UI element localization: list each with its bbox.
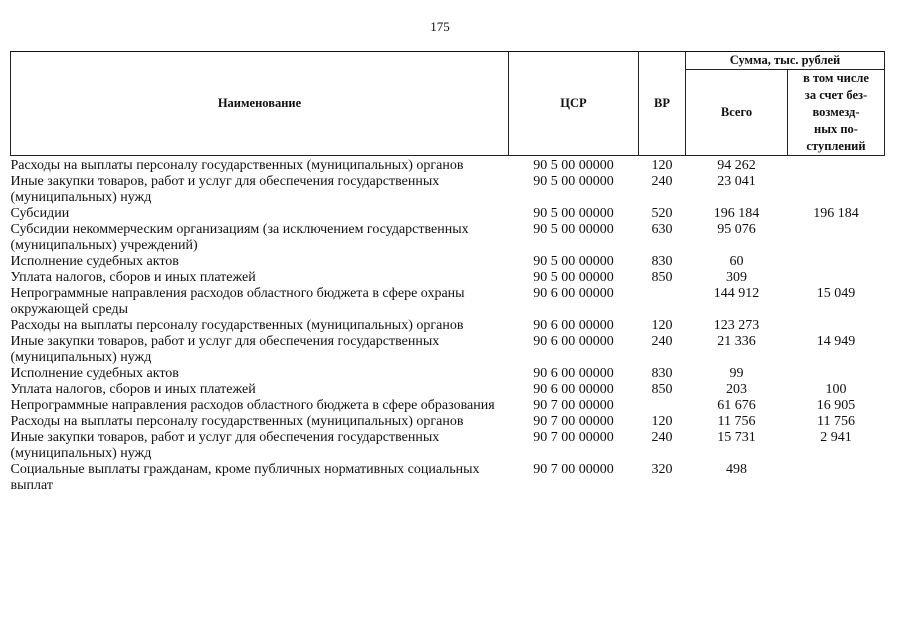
row-vr: 120 <box>651 317 673 333</box>
row-code: 90 6 00 00000 <box>533 381 614 397</box>
row-total: 95 076 <box>717 221 756 237</box>
row-vr: 520 <box>651 205 673 221</box>
row-free-receipts <box>788 366 885 382</box>
table-row <box>11 462 885 494</box>
row-free-receipts: 100 <box>825 381 847 397</box>
row-vr: 120 <box>651 157 673 173</box>
row-free-receipts <box>788 318 885 334</box>
row-name: Исполнение судебных актов <box>10 365 179 381</box>
row-total: 203 <box>726 381 747 397</box>
row-total: 60 <box>729 253 744 269</box>
row-free-receipts <box>788 270 885 286</box>
budget-table <box>10 51 885 494</box>
row-vr: 830 <box>651 253 673 269</box>
row-total: 94 262 <box>717 157 756 173</box>
table-row <box>11 430 885 462</box>
row-code: 90 7 00 00000 <box>533 429 614 445</box>
row-free-receipts: 196 184 <box>813 205 859 221</box>
row-code: 90 5 00 00000 <box>533 221 614 237</box>
row-free-receipts: 14 949 <box>816 333 856 349</box>
row-name: Социальные выплаты гражданам, кроме публичных нормативных социальных выплат <box>10 461 480 493</box>
row-code: 90 5 00 00000 <box>533 253 614 269</box>
row-total: 196 184 <box>713 205 760 221</box>
row-vr: 850 <box>651 269 673 285</box>
row-name: Непрограммные направления расходов областного бюджета в сфере охраны окружающей среды <box>10 285 465 317</box>
table-row <box>11 382 885 398</box>
row-total: 309 <box>726 269 747 285</box>
row-name: Уплата налогов, сборов и иных платежей <box>10 269 256 285</box>
column-header-total: Всего <box>686 70 788 156</box>
row-name: Непрограммные направления расходов областного бюджета в сфере образования <box>10 397 495 413</box>
table-row <box>11 222 885 254</box>
row-total: 15 731 <box>717 429 756 445</box>
row-total: 123 273 <box>713 317 760 333</box>
page-number: 175 <box>430 19 450 34</box>
table-row <box>11 254 885 270</box>
row-code: 90 5 00 00000 <box>533 157 614 173</box>
table-row <box>11 334 885 366</box>
row-code: 90 5 00 00000 <box>533 269 614 285</box>
row-total: 21 336 <box>717 333 756 349</box>
row-code: 90 6 00 00000 <box>533 285 614 301</box>
row-total: 11 756 <box>717 413 756 429</box>
row-vr <box>639 398 686 414</box>
row-name: Иные закупки товаров, работ и услуг для обеспечения государственных (муниципальных) нужд <box>10 333 440 365</box>
row-code: 90 6 00 00000 <box>533 317 614 333</box>
row-free-receipts <box>788 254 885 270</box>
row-vr: 320 <box>651 461 673 477</box>
table-row <box>11 174 885 206</box>
free-receipts-line: возмезд- <box>812 105 860 119</box>
row-vr: 830 <box>651 365 673 381</box>
table-row <box>11 206 885 222</box>
table-body <box>11 156 885 494</box>
row-code: 90 5 00 00000 <box>533 205 614 221</box>
row-free-receipts <box>788 222 885 254</box>
row-free-receipts <box>788 174 885 206</box>
row-free-receipts: 2 941 <box>820 429 852 445</box>
row-vr: 240 <box>651 429 673 445</box>
table-row <box>11 366 885 382</box>
row-name: Иные закупки товаров, работ и услуг для обеспечения государственных (муниципальных) нужд <box>10 429 440 461</box>
table-row <box>11 286 885 318</box>
row-free-receipts: 11 756 <box>817 413 855 429</box>
table-header <box>11 52 885 156</box>
row-total: 498 <box>726 461 747 477</box>
row-code: 90 5 00 00000 <box>533 173 614 189</box>
free-receipts-line: ных по- <box>814 122 858 136</box>
table-row <box>11 318 885 334</box>
table-row <box>11 270 885 286</box>
table-row <box>11 414 885 430</box>
free-receipts-line: ступлений <box>806 139 866 153</box>
row-free-receipts <box>788 462 885 494</box>
row-vr: 240 <box>651 173 673 189</box>
row-name: Уплата налогов, сборов и иных платежей <box>10 381 256 397</box>
row-name: Расходы на выплаты персоналу государственных (муниципальных) органов <box>10 157 464 173</box>
row-free-receipts: 16 905 <box>816 397 856 413</box>
row-total: 99 <box>729 365 744 381</box>
row-code: 90 6 00 00000 <box>533 365 614 381</box>
row-free-receipts: 15 049 <box>816 285 856 301</box>
row-total: 23 041 <box>717 173 756 189</box>
row-vr: 630 <box>651 221 673 237</box>
free-receipts-line: за счет без- <box>804 88 868 102</box>
table-row <box>11 158 885 174</box>
row-total: 144 912 <box>713 285 760 301</box>
free-receipts-line: в том числе <box>803 71 869 85</box>
row-name: Субсидии некоммерческим организациям (за исключением государственных (муниципальных) учреждений) <box>10 221 469 253</box>
column-header-name: Наименование <box>11 52 509 156</box>
column-header-sum-group: Сумма, тыс. рублей <box>686 52 885 70</box>
column-header-vr: ВР <box>639 52 686 156</box>
row-vr: 240 <box>651 333 673 349</box>
row-code: 90 6 00 00000 <box>533 333 614 349</box>
row-code: 90 7 00 00000 <box>533 397 614 413</box>
row-name: Расходы на выплаты персоналу государственных (муниципальных) органов <box>10 317 464 333</box>
row-vr: 120 <box>651 413 673 429</box>
row-vr <box>639 286 686 318</box>
row-total: 61 676 <box>717 397 756 413</box>
row-code: 90 7 00 00000 <box>533 413 614 429</box>
row-code: 90 7 00 00000 <box>533 461 614 477</box>
table-row <box>11 398 885 414</box>
column-header-free-receipts <box>788 70 885 156</box>
row-name: Исполнение судебных актов <box>10 253 179 269</box>
row-free-receipts <box>788 158 885 174</box>
row-name: Иные закупки товаров, работ и услуг для обеспечения государственных (муниципальных) нужд <box>10 173 440 205</box>
row-vr: 850 <box>651 381 673 397</box>
row-name: Субсидии <box>10 205 70 221</box>
row-name: Расходы на выплаты персоналу государственных (муниципальных) органов <box>10 413 464 429</box>
column-header-code: ЦСР <box>509 52 639 156</box>
